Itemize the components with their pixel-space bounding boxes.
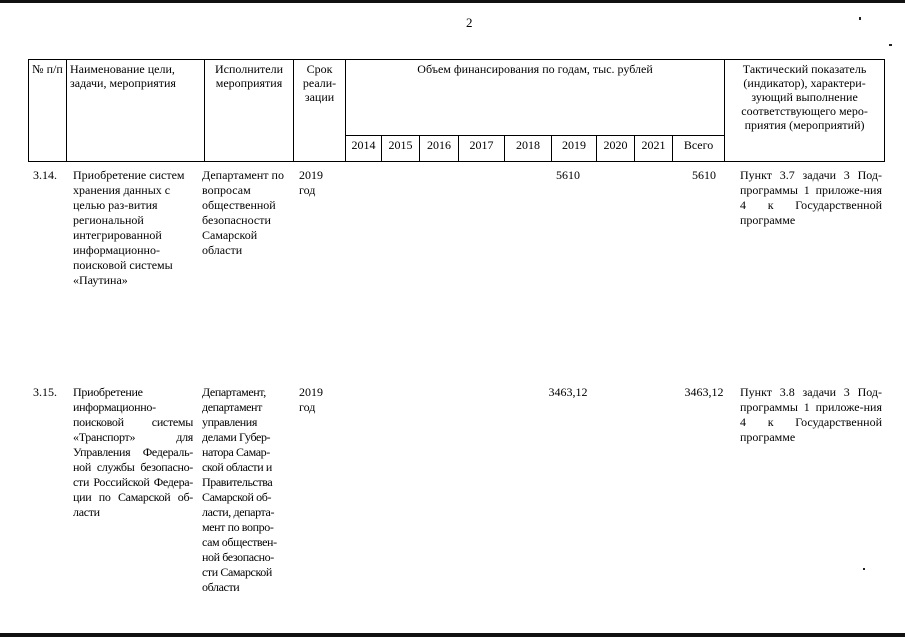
header-year: 2015 [382,136,420,162]
bottom-scan-edge [0,633,905,637]
header-executors: Исполнители мероприятия [205,60,294,162]
row-value-2019: 3463,12 [548,385,588,399]
header-year: 2020 [597,136,635,162]
scan-speck [889,44,892,46]
row-term: 2019 год [299,168,323,197]
row-executors: Департамент по вопросам общественной безопасности Самарской области [202,168,284,257]
header-year: 2021 [635,136,673,162]
row-num: 3.15. [33,385,57,399]
header-num: № п/п [29,60,67,162]
row-total: 5610 [692,168,716,182]
top-scan-edge [0,0,905,3]
scan-speck [859,17,861,20]
row-value-2019: 5610 [556,168,580,182]
row-indicator: Пункт 3.7 задачи 3 Под-программы 1 приложе-ния 4 к Государственной программе [740,168,882,227]
header-year: 2016 [420,136,459,162]
header-year: 2018 [505,136,552,162]
header-year: 2019 [552,136,597,162]
row-executors: Департамент, департамент управления делами Губер-натора Самар-ской области и Правительства Самарской об-ласти, департа-мент по вопро-сам обществен-ной безопасно-сти Самарской области [202,385,277,594]
row-num: 3.14. [33,168,57,182]
row-indicator: Пункт 3.8 задачи 3 Под-программы 1 приложе-ния 4 к Государственной программе [740,385,882,444]
row-name: Приобретение информационно-поисковой системы «Транспорт» для Управления Федераль-ной службы безопасно-сти Российской Федера-ции по Самарской об-ласти [73,385,193,519]
header-year: 2014 [346,136,382,162]
header-term: Срок реали-зации [294,60,346,162]
row-total: 3463,12 [684,385,724,399]
header-total: Всего [673,136,725,162]
header-indicator: Тактический показатель (индикатор), характери-зующий выполнение соответствующего меро-приятия (мероприятий) [725,60,885,162]
row-name: Приобретение систем хранения данных с целью раз-вития региональной интегрированной информационно-поисковой системы «Паутина» [73,168,185,287]
header-name: Наименование цели, задачи, мероприятия [67,60,205,162]
header-year: 2017 [459,136,505,162]
page-number: 2 [466,15,473,30]
financing-table-header [28,59,885,162]
row-term: 2019 год [299,385,323,414]
header-financing: Объем финансирования по годам, тыс. рублей [346,60,725,136]
scan-speck [863,568,865,570]
